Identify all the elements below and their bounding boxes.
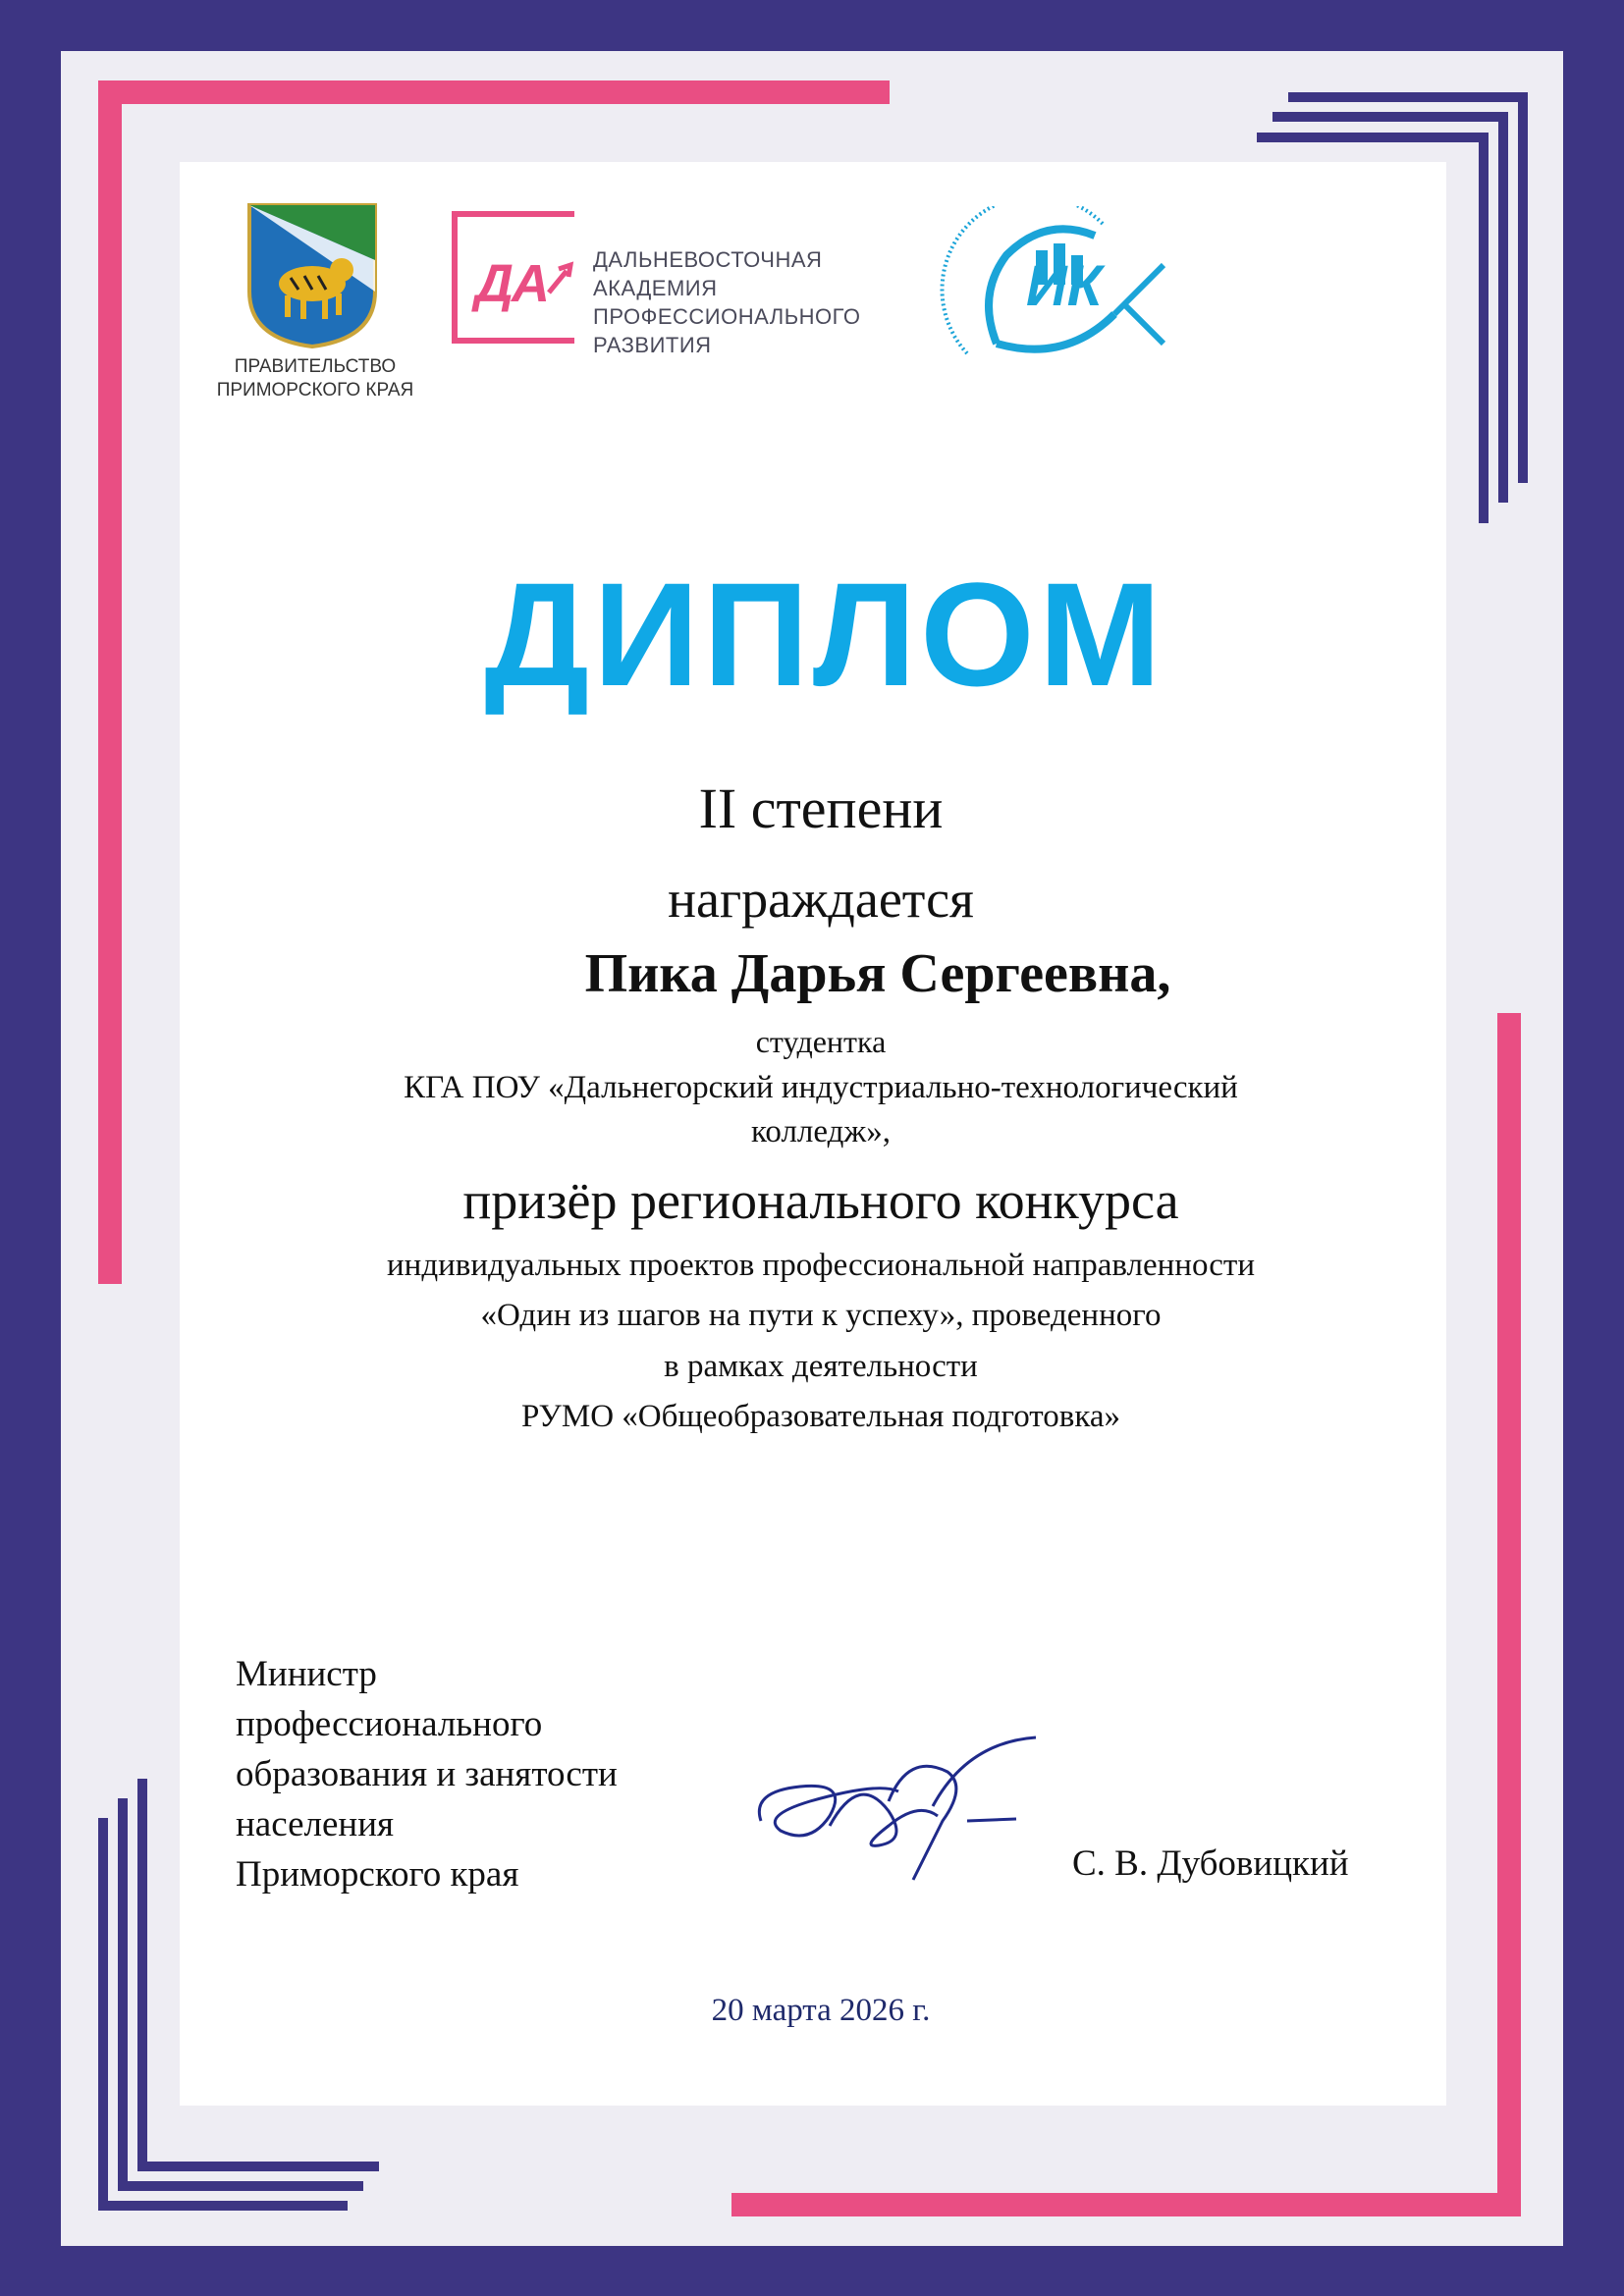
academy-caption-line: АКАДЕМИЯ: [593, 276, 718, 300]
college-logo-mark: ИК: [1026, 254, 1103, 318]
academy-caption-line: ДАЛЬНЕВОСТОЧНАЯ: [593, 247, 823, 272]
government-caption: [192, 355, 438, 402]
corner-stripe: [137, 2162, 379, 2171]
academy-caption: [593, 245, 860, 359]
corner-stripe: [1498, 112, 1508, 503]
awarded-text: награждается: [668, 870, 974, 929]
academy-logo-mark: ДА: [475, 254, 548, 313]
arrow-up-icon: [545, 257, 584, 301]
details-line: индивидуальных проектов профессиональной направленности: [387, 1248, 1255, 1283]
diploma-title: ДИПЛОМ: [484, 552, 1165, 717]
government-coat-of-arms-logo: [244, 201, 381, 348]
signatory-position-line: населения: [236, 1804, 395, 1844]
corner-stripe: [1479, 133, 1489, 523]
frame-pink-top-bar: [98, 80, 890, 104]
corner-stripe: [137, 1779, 147, 2171]
corner-stripe: [1257, 133, 1489, 142]
recipient-name: Пика Дарья Сергеевна,: [584, 943, 1171, 1004]
handwritten-signature: [741, 1733, 1046, 1895]
details-line: в рамках деятельности: [664, 1349, 978, 1384]
signatory-position-line: Приморского края: [236, 1854, 519, 1895]
frame-pink-bottom-bar: [731, 2193, 1521, 2216]
signatory-position-line: образования и занятости: [236, 1754, 618, 1794]
signatory-name: С. В. Дубовицкий: [1072, 1843, 1349, 1884]
degree-text: II степени: [698, 776, 944, 840]
signatory-position: [236, 1649, 618, 1899]
corner-stripe: [1288, 92, 1528, 102]
government-caption-line: ПРИМОРСКОГО КРАЯ: [216, 380, 414, 400]
details-line: РУМО «Общеобразовательная подготовка»: [520, 1399, 1121, 1434]
institution-line: КГА ПОУ «Дальнегорский индустриально-технологический: [404, 1070, 1238, 1105]
academy-caption-line: РАЗВИТИЯ: [593, 333, 712, 357]
signatory-position-line: Министр: [236, 1654, 377, 1694]
corner-stripe: [98, 2201, 348, 2211]
government-caption-line: ПРАВИТЕЛЬСТВО: [234, 356, 397, 377]
corner-stripe: [1518, 92, 1528, 483]
achievement-text: призёр регионального конкурса: [462, 1171, 1179, 1230]
corner-stripe: [1272, 112, 1508, 122]
recipient-status: студентка: [755, 1024, 887, 1059]
institution-line: колледж»,: [751, 1114, 891, 1149]
academy-caption-line: ПРОФЕССИОНАЛЬНОГО: [593, 304, 861, 329]
issue-date: 20 марта 2026 г.: [711, 1993, 931, 2028]
corner-stripe: [118, 2181, 363, 2191]
signatory-position-line: профессионального: [236, 1704, 543, 1744]
details-line: «Один из шагов на пути к успеху», проведенного: [480, 1298, 1162, 1333]
